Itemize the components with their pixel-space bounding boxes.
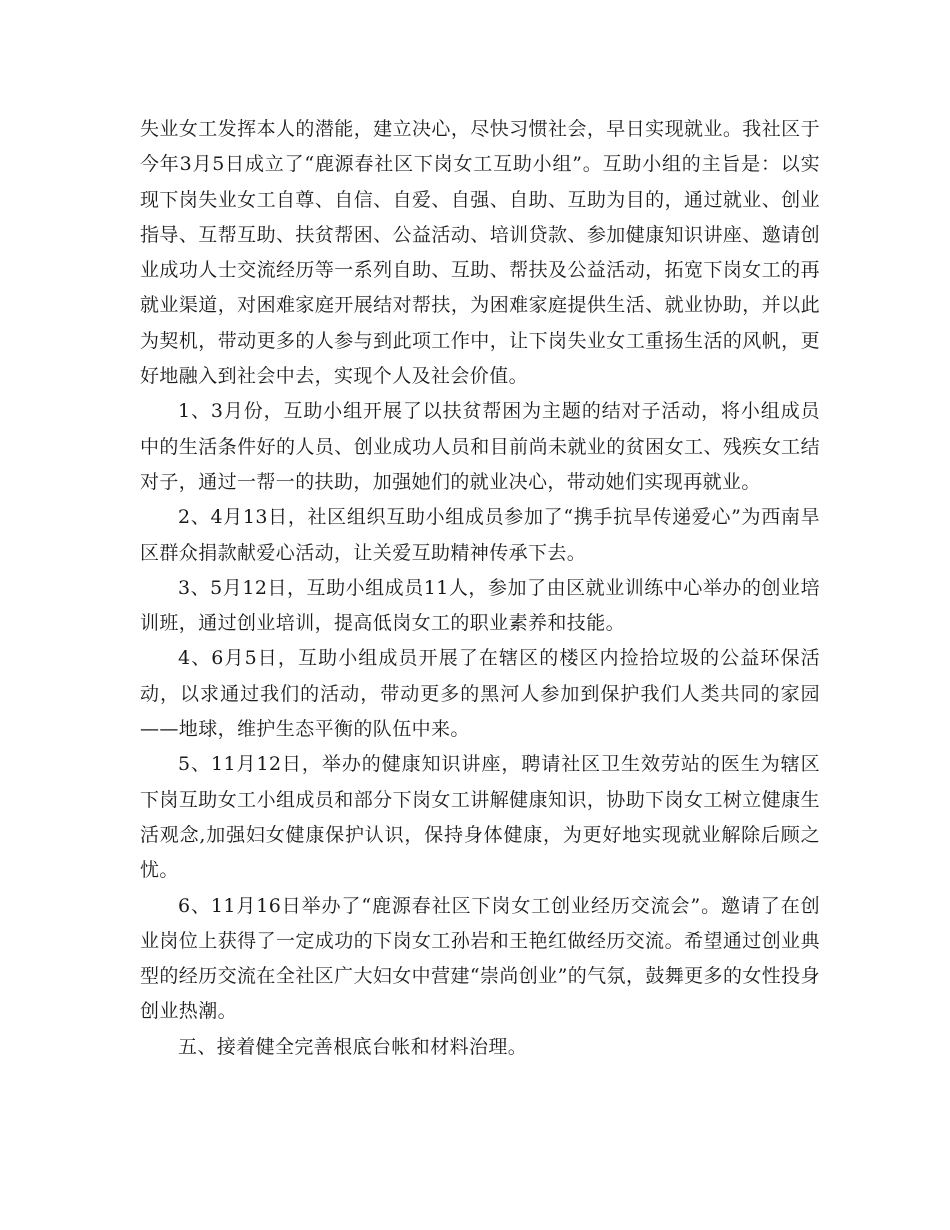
paragraph-item-1: 1、3月份，互助小组开展了以扶贫帮困为主题的结对子活动，将小组成员中的生活条件好的人员、创业成功人员和目前尚未就业的贫困女工、残疾女工结对子，通过一帮一的扶助，加强她们的就业决心，带动她们实现再就业。 (140, 400, 820, 493)
section-heading-five: 五、接着健全完善根底台帐和材料治理。 (178, 1035, 528, 1058)
document-body (140, 112, 820, 1065)
paragraph-item-6: 6、11月16日举办了“鹿源春社区下岗女工创业经历交流会”。邀请了在创业岗位上获得了一定成功的下岗女工孙岩和王艳红做经历交流。希望通过创业典型的经历交流在全社区广大妇女中营建“崇尚创业”的气氛，鼓舞更多的女性投身创业热潮。 (140, 894, 820, 1023)
paragraph-item-4: 4、6月5日，互助小组成员开展了在辖区的楼区内捡拾垃圾的公益环保活动，以求通过我们的活动，带动更多的黑河人参加到保护我们人类共同的家园——地球，维护生态平衡的队伍中来。 (140, 647, 820, 741)
paragraph-intro: 失业女工发挥本人的潜能，建立决心，尽快习惯社会，早日实现就业。我社区于今年3月5日成立了“鹿源春社区下岗女工互助小组”。互助小组的主旨是：以实现下岗失业女工自尊、自信、自爱、自强、自助、互助为目的，通过就业、创业指导、互帮互助、扶贫帮困、公益活动、培训贷款、参加健康知识讲座、邀请创业成功人士交流经历等一系列自助、互助、帮扶及公益活动，拓宽下岗女工的再就业渠道，对困难家庭开展结对帮扶，为困难家庭提供生活、就业协助，并以此为契机，带动更多的人参与到此项工作中，让下岗失业女工重扬生活的风帆，更好地融入到社会中去，实现个人及社会价值。 (140, 118, 820, 388)
paragraph-item-5: 5、11月12日，举办的健康知识讲座，聘请社区卫生效劳站的医生为辖区下岗互助女工小组成员和部分下岗女工讲解健康知识，协助下岗女工树立健康生活观念,加强妇女健康保护认识，保持身体健康，为更好地实现就业解除后顾之忧。 (140, 753, 820, 882)
paragraph-item-2: 2、4月13日，社区组织互助小组成员参加了“携手抗旱传递爱心”为西南旱区群众捐款献爱心活动，让关爱互助精神传承下去。 (140, 506, 820, 564)
paragraph-item-3: 3、5月12日，互助小组成员11人，参加了由区就业训练中心举办的创业培训班，通过创业培训，提高低岗女工的职业素养和技能。 (140, 576, 820, 635)
